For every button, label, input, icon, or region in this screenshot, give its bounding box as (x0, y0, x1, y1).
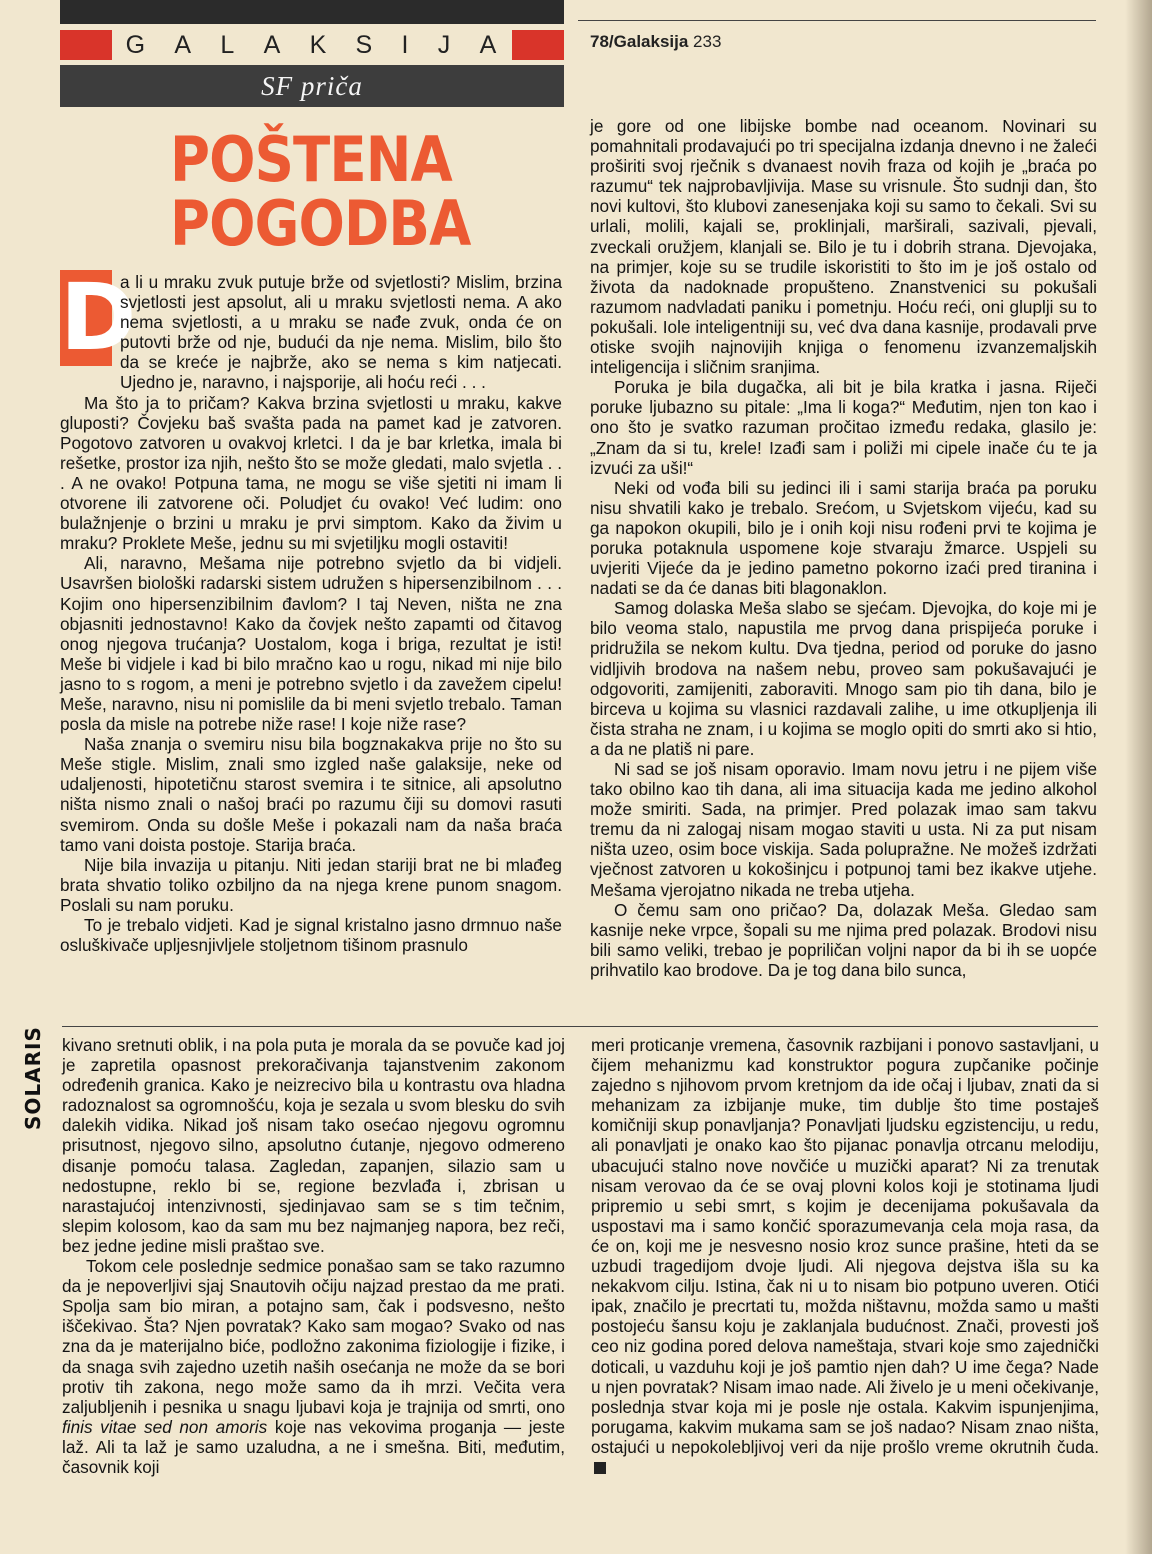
folio-name: Galaksija (613, 32, 689, 51)
column-right-bottom (591, 1035, 1099, 1477)
paragraph: Poruka je bila dugačka, ali bit je bila kratka i jasna. Riječi poruke ljubazno su pitale: „Ima li koga?“ Međutim, njen ton kao i ono što je svatko razuman pročitao između redaka, glasilo je: „Znam da si tu, krele! Izađi sam i poliži mi cipele inače ću te ja izvući za uši!“ (590, 377, 1097, 478)
page-folio (590, 32, 721, 52)
nameplate-letter: A (479, 30, 499, 59)
paragraph: Samog dolaska Meša slabo se sjećam. Djevojka, do koje mi je bilo veoma stalo, napustila me prvog dana prispijeća poruke i pridružila se nekom kultu. Dva tjedna, period od poruke do jasno vidljivih brodova na našem nebu, proveo sam pokušavajući je odgovoriti, zamijeniti, zaboraviti. Mnogo sam pio tih dana, bilo je birceva u kojima su vlasnici razdavali zalihe, u ime otkupljenja ili čista straha ne znam, i u kojima se moglo opiti do smrti ako si htio, a da ne platiš ni pare. (590, 598, 1097, 759)
column-left-bottom (62, 1035, 565, 1477)
nameplate-letter: S (355, 30, 375, 59)
nameplate-red-block-left (60, 30, 112, 60)
mid-page-rule (62, 1026, 1098, 1027)
nameplate-letters (112, 30, 512, 60)
paragraph: je gore od one libijske bombe nad oceanom. Novinari su pomahnitali prodavajući po tri specijalna izdanja dnevno i ne žaleći proširiti svoj rječnik s dvanaest novih fraza od kojih je „braća po razumu“ tek najprobavljivija. Mase su vrisnule. Što sudnji dan, što novi kultovi, što klubovi zanesenjaka koji su samo to čekali. Svi su urlali, molili, kajali se, proklinjali, marširali, sazivali, pjevali, zveckali oružjem, klanjali se. Bilo je tu i dobrih strana. Djevojaka, na primjer, koje su se trudile iskoristiti to što im je još ostalo od života da nadoknade propušteno. Znanstvenici su pokušali razumom nadvladati paniku i pometnju. Hoću reći, oni gluplji su to pokušali. Iole inteligentniji su, već dva dana kasnije, prodavali prve otiske svojih najnovijih knjiga o fenomenu izvanzemaljskih inteligencija i sličnim sranjima. (590, 116, 1097, 378)
paragraph: a li u mraku zvuk putuje brže od svjetlosti? Mislim, brzina svjetlosti jest apsolut, ali u mraku svjetlosti nema. A ako nema svjetlosti, a u mraku se nađe zvuk, onda će on putovti brže od nje, budući da nje nema. Mislim, bilo što da se kreće je najbrže, ako se nema s kim natjecati. Ujedno je, naravno, i najsporije, ali hoću reći . . . (120, 272, 562, 393)
nameplate-red-block-right (512, 30, 564, 60)
column-left-top (60, 264, 562, 956)
story-title (170, 123, 471, 260)
paragraph: Ni sad se još nisam oporavio. Imam novu jetru i ne pijem više tako obilno kao tih dana, ali ima situacija kada me jedino alkohol može smiriti. Sada, na primjer. Pred polazak imao sam takvu tremu da ni zalogaj nisam mogao staviti u usta. Ni za put nisam ništa uzeo, osim boce viskija. Sada polupražne. Ne možeš izdržati vječnost zatvoren u kokošinjcu i potpunoj tami bez ikakve utjehe. Mešama vjerojatno nikada ne treba utjeha. (590, 759, 1097, 900)
solaris-sidebar-label: SOLARIS (21, 1026, 45, 1130)
paragraph: O čemu sam ono pričao? Da, dolazak Meša. Gledao sam kasnije neke vrpce, šopali su me njima pred polazak. Brodovi nisu bili samo veliki, trebao je popriličan voljni napor da bi ih se uopće prihvatilo kao brodove. Da je tog dana bilo sunca, (590, 899, 1097, 980)
folio-issue: 233 (688, 32, 722, 51)
section-banner (60, 65, 564, 107)
right-header-rule (578, 20, 1096, 21)
story-title-line2: POGODBA (170, 187, 471, 260)
drop-cap: D (60, 264, 137, 371)
paragraph: Ma što ja to pričam? Kakva brzina svjetlosti u mraku, kakve gluposti? Čovjeku baš svašta pada na pamet kad je zatvoren. Pogotovo zatvoren u ovakvoj krletci. I da je bar krletka, imala bi rešetke, prostor iza njih, nešto što se može gledati, malo svjetla . . . A ne ovako! Potpuna tama, ne mogu se više sjetiti ni imam li otvorene ili zatvorene oči. Poludjet ću ovako! Već ludim: ono bulažnjenje o brzini u mraku je prvi simptom. Kako da živim u mraku? Proklete Meše, jednu su mi svjetiljku mogli ostaviti! (60, 392, 562, 554)
nameplate-letter: K (309, 30, 329, 59)
nameplate-letter: G (125, 30, 148, 59)
column-right-top (590, 116, 1097, 980)
section-label: SF priča (261, 70, 363, 101)
nameplate-letter: A (263, 30, 283, 59)
nameplate-letter: J (437, 30, 453, 59)
paragraph: Naša znanja o svemiru nisu bila bogznakakva prije no što su Meše stigle. Mislim, znali smo izgled naše galaksije, neke od udaljenosti, hipotetičnu starost svemira i te sitnice, ali apsolutno ništa nismo znali o našoj braći po razumu čiji su domovi rasuti svemirom. Onda su došle Meše i pokazali nam da naša braća tamo vani doista postoje. Starija braća. (60, 734, 562, 855)
paragraph: kivano sretnuti oblik, i na pola puta je morala da se povuče kad joj je zapretila opasnost prekoračivanja tajanstvenim zakonom određenih granica. Kako je neizrecivo bila u kontrastu ova hladna radoznalost sa ogromnošću, koja je sezala u svom blesku do svih dalekih vidika. Nikad još nisam tako osećao njegovu ogromnu prisutnost, njegovo silno, apsolutno ćutanje, njegovo odmereno disanje pomoću talasa. Zagledan, zapanjen, silazio sam u nedostupne, reklo bi se, regione bezvlađa i, zbrisan u narastajućoj intenzivnosti, sjedinjavao sam se s tim tečnim, slepim kolosom, kao da sam mu bez najmanjeg napora, bez reči, bez jedne jedine misli praštao sve. (62, 1035, 565, 1256)
paragraph: meri proticanje vremena, časovnik razbijani i ponovo sastavljani, u čijem mehanizmu kad konstruktor pogura zupčanike počinje zajedno s njihovom prvom kretnjom da ide očaj i ljubav, znati da si mehanizam za izbijanje muke, tim dublje što time postaješ komičniji skup ponavljanja? Ponavljati ljudsku egzistenciju, u redu, ali ponavljati je onako kao što pijanac ponavlja otrcanu melodiju, ubacujući stalno nove novčiće u muzički aparat? Ni za trenutak nisam verovao da će se ovaj plovni kolos koji je stotinama ljudi pripremio u sebi smrt, s kojim je decenijama pokušavala da uspostavi ma i samo končić sporazumevanja cela moja rasa, da će on, koji me je nesvesno nosio kroz sunce prašine, hteti da se uzbudi tragedijom dvoje ljudi. Ali njegova dejstva išla su ka nekakvom cilju. Istina, čak ni u to nisam bio potpuno uveren. Otići ipak, značilo je precrtati tu, možda ništavnu, možda samo u mašti postojeću šansu koju je zaklanjala budućnost. Znači, provesti još ceo niz godina pored delova nameštaja, stvari koje smo zajednički doticali, u vazduhu koji je još pamtio njen dah? U ime čega? Nade u njen povratak? Nisam imao nade. Ali živelo je u meni očekivanje, poslednja stvar koja mi je posle nje ostala. Kakvim ispunjenjima, porugama, kakvim mukama sam se još nadao? Nisam znao ništa, ostajući u nepokolebljivoj veri da nije prošlo vreme okrutnih čuda. (591, 1035, 1099, 1477)
paragraph: Neki od vođa bili su jedinci ili i sami starija braća pa poruku nisu shvatili kako je trebalo. Srećom, u Svjetskom vijeću, kad su ga napokon okupili, bilo je i onih koji nisu rođeni prvi te kojima je poruka potaknula uspomene koje stvaraju žmarce. Uspjeli su uvjeriti Vijeće da je jedino pametno pokorno izaći pred tiranina i nadati se da će danas biti blagonaklon. (590, 477, 1097, 599)
paragraph: Ali, naravno, Mešama nije potrebno svjetlo da bi vidjeli. Usavršen biološki radarski sistem udružen s hipersenzibilnom . . . Kojim ono hipersenzibilnim đavlom? I taj Neven, ništa ne zna objasniti jednostavno! Kako da čovjek nešto zapamti od čitavog onog njegova trućanja? Uostalom, koga i briga, rezultat je isti! Meše bi vidjele i kad bi bilo mračno kao u rogu, nikad mi nije bilo jasno to s rogom, a meni je potrebno svjetlo i da zavežem cipelu! Meše, naravno, nisu ni pomislile da bi meni svjetlo trebalo. Taman posla da misle na potrebe niže rase! I koje niže rase? (60, 553, 562, 735)
story-title-line1: POŠTENA (170, 123, 452, 196)
folio-number: 78/ (590, 32, 614, 51)
paragraph: Tokom cele poslednje sedmice ponašao sam se tako razumno da je nepoverljivi sjaj Snautovih očiju najzad prestao da me prati. Spolja sam bio miran, a potajno sam, čak i podsvesno, nešto iščekivao. Šta? Njen povratak? Kako sam mogao? Svako od nas zna da je materijalno biće, podložno zakonima fiziologije i fizike, i da snaga svih zajedno uzetih naših osećanja ne može da se bori protiv tih zakona, nego može samo da ih mrzi. Večita vera zaljubljenih i pesnika u snagu ljubavi koja je trajnija od smrti, ono finis vitae sed non amoris koje nas vekovima proganja — jeste laž. Ali ta laž je samo uzaludna, a ne i smešna. Biti, međutim, časovnik koji (62, 1256, 566, 1477)
magazine-nameplate (60, 30, 564, 60)
page-edge-shadow (1125, 0, 1152, 1554)
nameplate-letter: A (174, 30, 194, 59)
end-of-story-mark (594, 1462, 606, 1474)
nameplate-letter: I (401, 30, 411, 59)
nameplate-letter: L (220, 30, 237, 59)
paragraph: Nije bila invazija u pitanju. Niti jedan stariji brat ne bi mlađeg brata shvatio toliko ozbiljno da na njega krene punom snagom. Poslali su nam poruku. (60, 854, 562, 915)
header-top-bar (60, 0, 564, 24)
paragraph: To je trebalo vidjeti. Kad je signal kristalno jasno drmnuo naše osluškivače upljesnjivljele stoljetnom tišinom prasnulo (60, 915, 562, 956)
